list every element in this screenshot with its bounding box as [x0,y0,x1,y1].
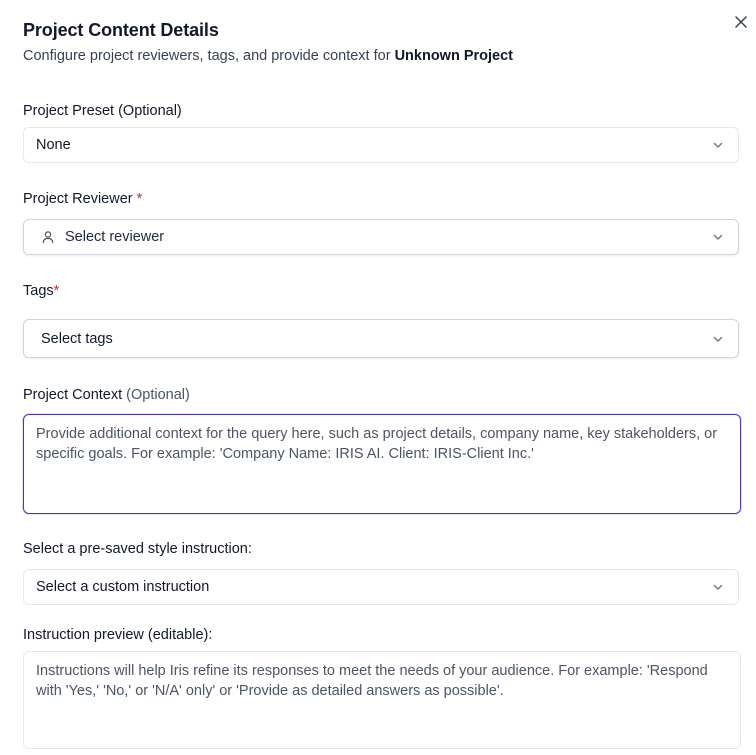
required-mark: * [136,191,143,207]
style-select[interactable] [23,569,739,605]
tags-placeholder: Select tags [41,330,113,347]
reviewer-placeholder: Select reviewer [65,229,165,245]
preview-textarea[interactable] [23,651,741,749]
preset-select[interactable] [23,127,739,163]
required-mark: * [53,283,60,299]
context-label [23,387,190,403]
preset-value: None [36,137,71,153]
preset-label: Project Preset (Optional) [23,103,182,119]
context-optional: (Optional) [126,387,190,403]
reviewer-label-text: Project Reviewer [23,191,133,207]
tags-select[interactable] [23,319,739,358]
style-placeholder: Select a custom instruction [36,579,210,595]
context-label-text: Project Context [23,387,123,403]
tags-label [23,283,59,299]
dialog-subtitle [23,48,513,64]
chevron-down-icon [712,581,724,593]
project-name: Unknown Project [394,48,513,64]
close-button[interactable] [733,14,749,30]
close-icon [735,16,747,28]
subtitle-text: Configure project reviewers, tags, and provide context for [23,48,391,64]
reviewer-label [23,191,142,207]
style-label: Select a pre-saved style instruction: [23,541,252,557]
preview-placeholder: Instructions will help Iris refine its responses to meet the needs of your audience. For example: 'Respond with 'Yes,' 'No,' or 'N/A' only' or 'Provide as detailed answers as possible'. [36,663,708,699]
context-textarea[interactable] [23,414,741,514]
context-placeholder: Provide additional context for the query here, such as project details, company name, key stakeholders, or specific goals. For example: 'Company Name: IRIS AI. Client: IRIS-Client Inc.' [36,426,718,462]
preview-label: Instruction preview (editable): [23,627,213,643]
reviewer-select[interactable] [23,219,739,255]
chevron-down-icon [712,139,724,151]
user-icon [41,230,55,244]
chevron-down-icon [712,231,724,243]
chevron-down-icon [712,333,724,345]
tags-label-text: Tags [23,283,54,299]
dialog-title: Project Content Details [23,20,219,40]
